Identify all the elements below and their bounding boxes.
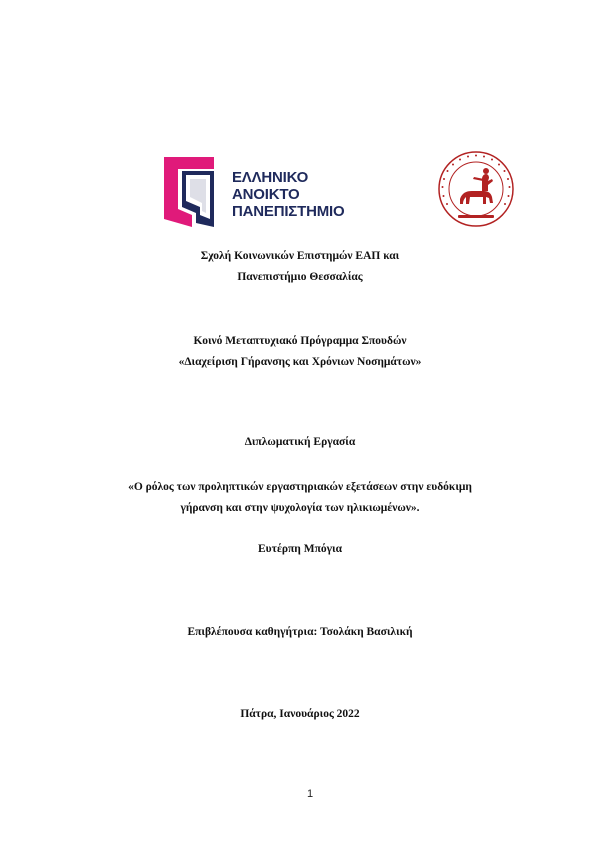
- hou-logo-text: [232, 169, 344, 220]
- supervisor: Επιβλέπουσα καθηγήτρια: Τσολάκη Βασιλική: [187, 626, 413, 638]
- programme-line-2: «Διαχείριση Γήρανσης και Χρόνιων Νοσημάτων»: [178, 356, 422, 368]
- hou-logo: [164, 157, 354, 227]
- school-line-2: Πανεπιστήμιο Θεσσαλίας: [237, 271, 363, 283]
- author-name: Ευτέρπη Μπόγια: [258, 543, 342, 555]
- page-number: 1: [306, 788, 314, 800]
- hou-logo-line2: ΑΝΟΙΚΤΟ: [232, 186, 300, 203]
- school-line-1: Σχολή Κοινωνικών Επιστημών ΕΑΠ και: [200, 250, 400, 262]
- thesis-title-line-2: γήρανση και στην ψυχολογία των ηλικιωμένων».: [180, 502, 420, 514]
- thesis-title-line-1: «Ο ρόλος των προληπτικών εργαστηριακών εξετάσεων στην ευδόκιμη: [128, 481, 472, 493]
- hou-logo-line3: ΠΑΝΕΠΙΣΤΗΜΙΟ: [232, 203, 345, 220]
- university-seal: [436, 149, 516, 229]
- centaur-seal-icon: [436, 149, 516, 229]
- programme-line-1: Κοινό Μεταπτυχιακό Πρόγραμμα Σπουδών: [193, 335, 407, 347]
- hou-logo-line1: ΕΛΛΗΝΙΚΟ: [232, 169, 309, 186]
- document-type: Διπλωματική Εργασία: [244, 436, 356, 448]
- place-date: Πάτρα, Ιανουάριος 2022: [240, 708, 360, 720]
- hou-logo-mark-icon: [164, 157, 228, 227]
